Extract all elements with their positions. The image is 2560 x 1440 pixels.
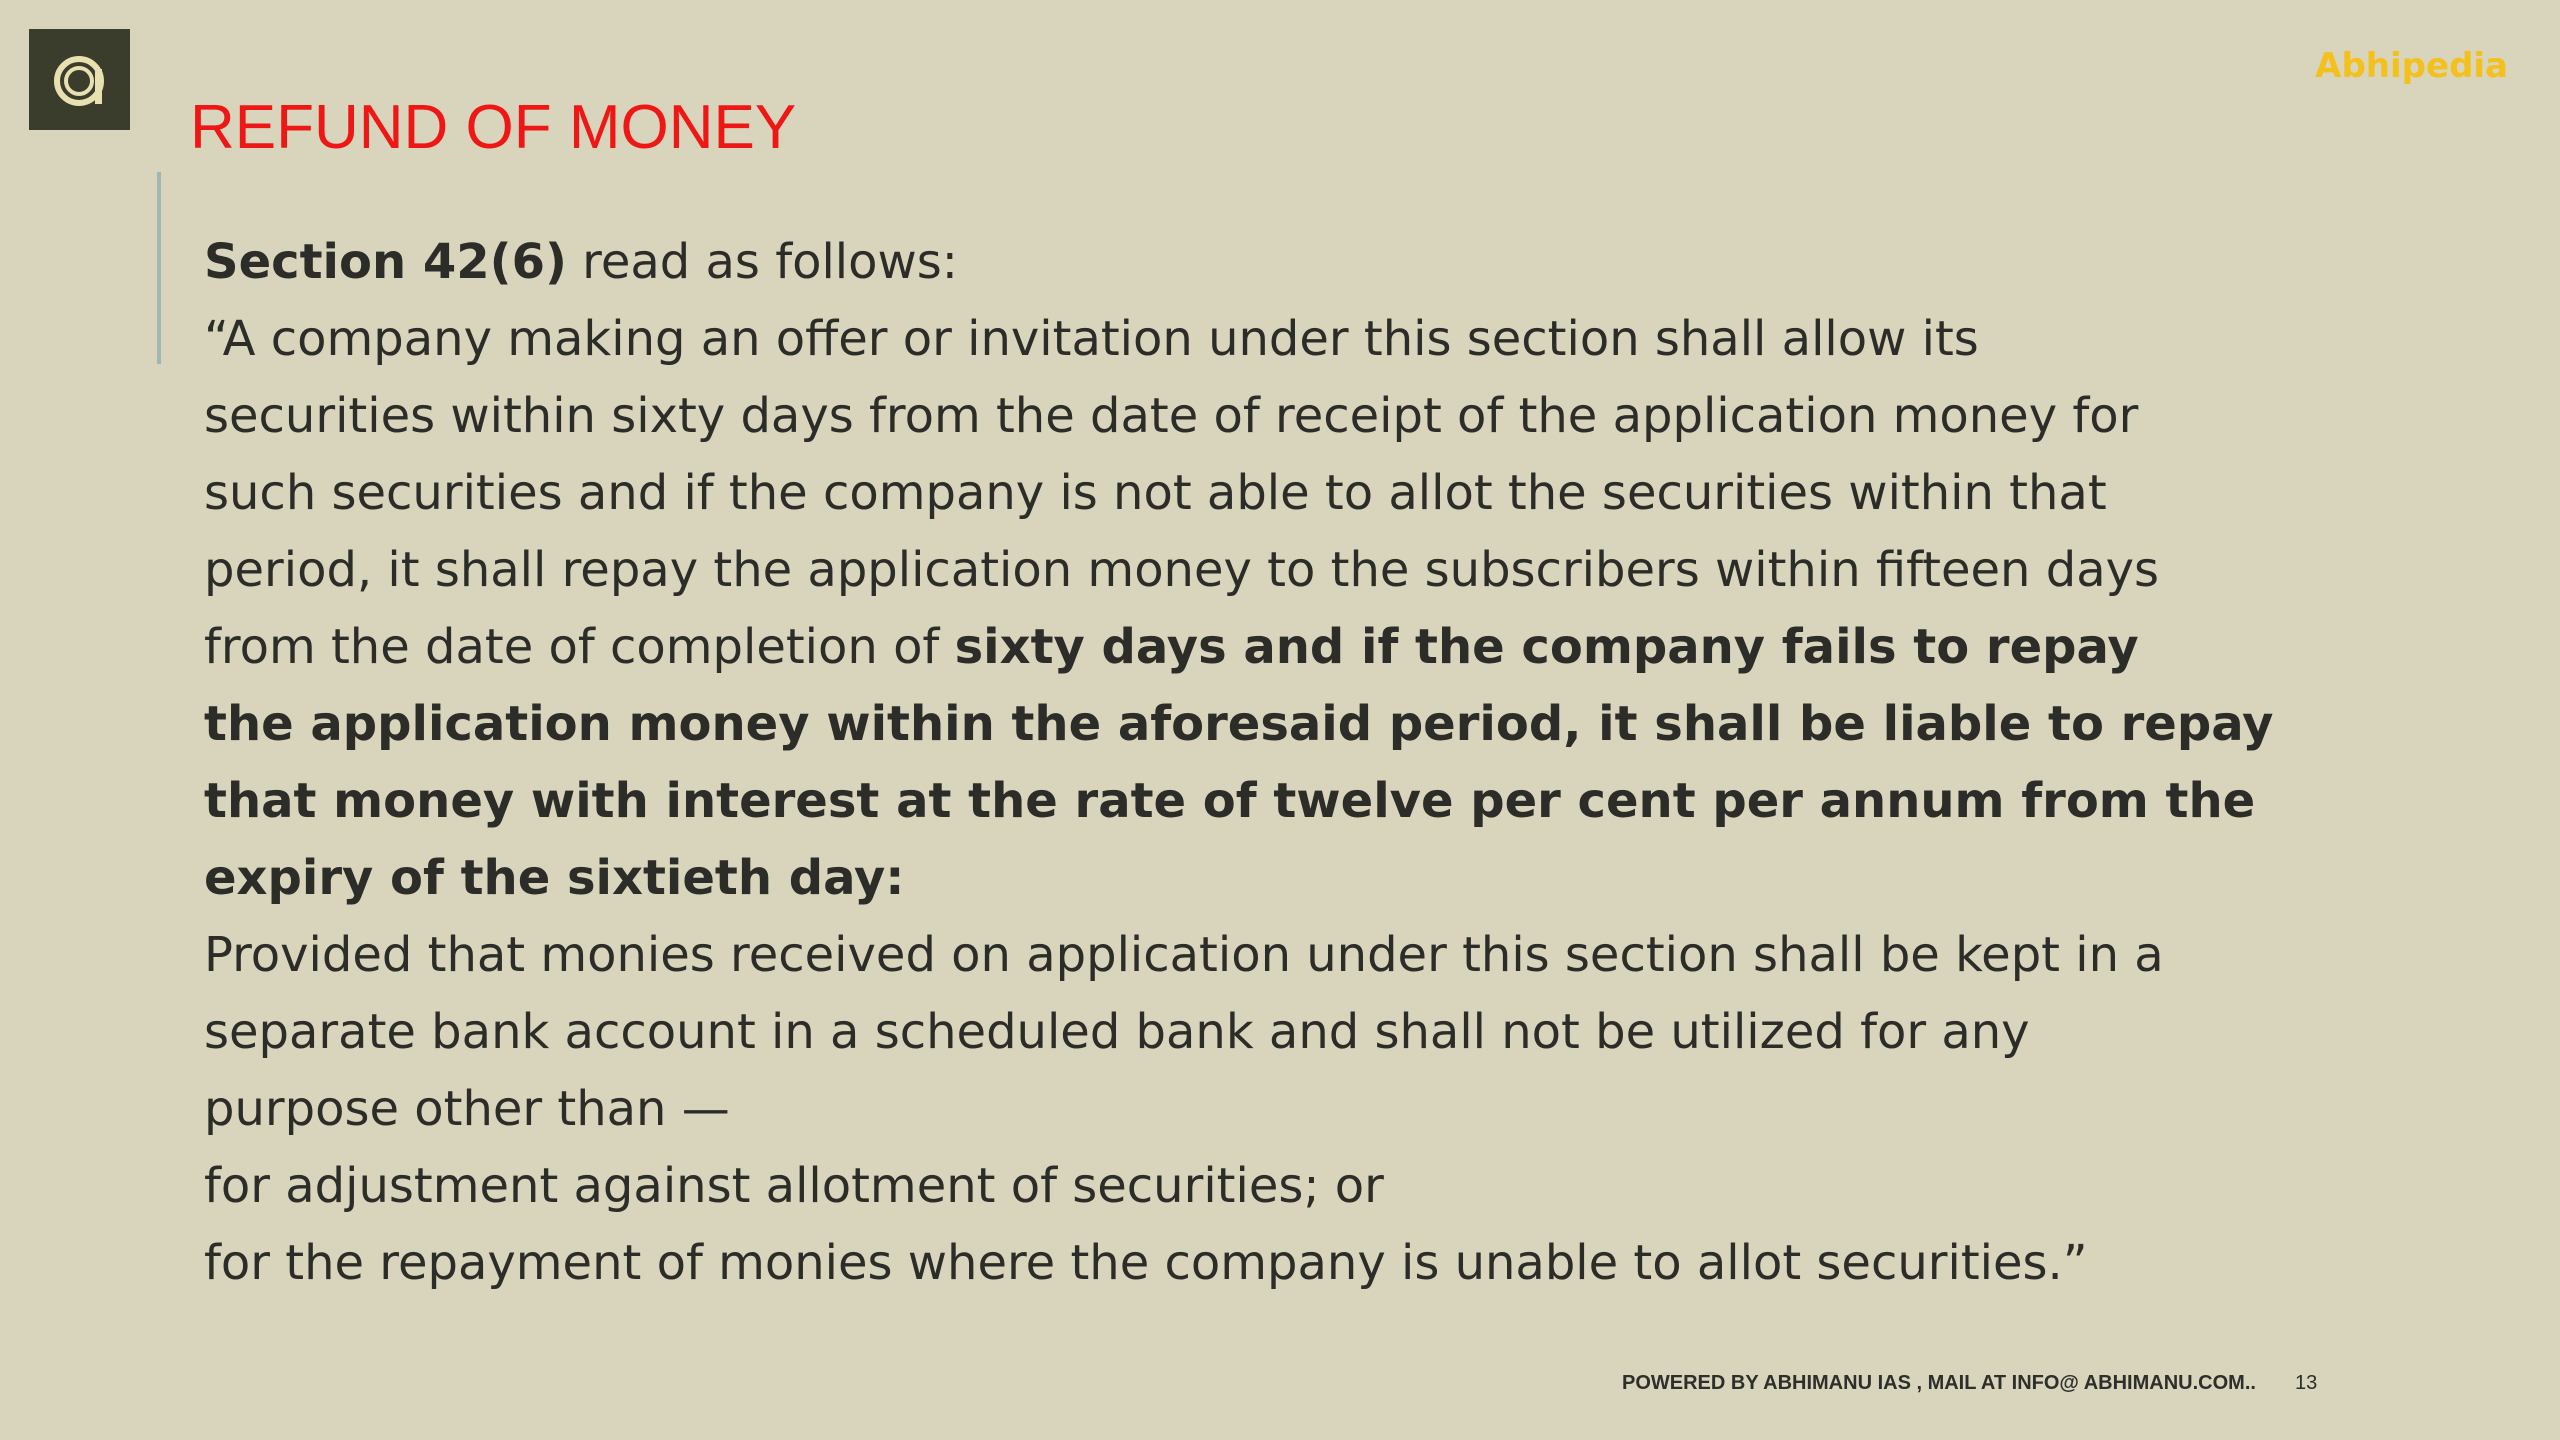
- slide-title: REFUND OF MONEY: [190, 93, 797, 162]
- logo: [29, 29, 130, 130]
- text-line: such securities and if the company is not able to allot the securities within that: [204, 465, 2107, 521]
- logo-icon: [29, 29, 130, 130]
- brand-name: Abhipedia: [2315, 46, 2508, 86]
- text-line: for adjustment against allotment of securities; or: [204, 1158, 1384, 1214]
- text-line: securities within sixty days from the date of receipt of the application money for: [204, 388, 2139, 444]
- footer-text: POWERED BY ABHIMANU IAS , MAIL AT INFO@ ABHIMANU.COM..: [1622, 1372, 2256, 1394]
- text-line: “A company making an offer or invitation under this section shall allow its: [204, 311, 1979, 367]
- slide-body: [204, 224, 2304, 1302]
- section-ref: Section 42(6): [204, 234, 567, 290]
- text-line: [204, 609, 2304, 686]
- text-line: for the repayment of monies where the company is unable to allot securities.”: [204, 1235, 2088, 1291]
- text-line: Provided that monies received on application under this section shall be kept in a: [204, 927, 2164, 983]
- text-line: [204, 224, 2304, 301]
- text-segment: read as follows:: [566, 234, 958, 290]
- text-line: period, it shall repay the application money to the subscribers within fifteen days: [204, 542, 2160, 598]
- text-segment: from the date of completion of: [204, 619, 955, 675]
- text-line: separate bank account in a scheduled bank and shall not be utilized for any: [204, 1004, 2030, 1060]
- accent-bar: [157, 172, 161, 364]
- text-line: purpose other than —: [204, 1081, 730, 1137]
- text-line: expiry of the sixtieth day:: [204, 850, 905, 906]
- text-line: the application money within the aforesaid period, it shall be liable to repay: [204, 696, 2274, 752]
- text-line: that money with interest at the rate of twelve per cent per annum from the: [204, 773, 2256, 829]
- page-number: 13: [2295, 1372, 2318, 1394]
- bold-segment: sixty days and if the company fails to repay: [954, 619, 2139, 675]
